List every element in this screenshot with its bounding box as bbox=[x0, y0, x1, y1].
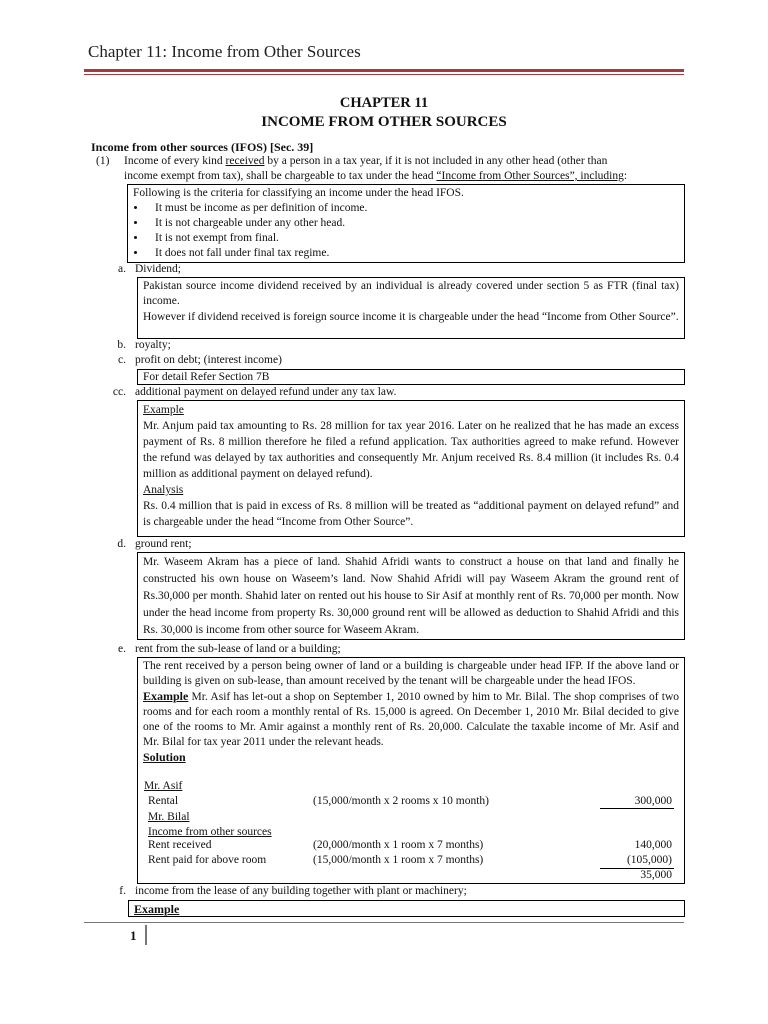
table-row-label: Rental bbox=[148, 795, 179, 807]
item-label: b. bbox=[117, 339, 126, 351]
chapter-number: CHAPTER 11 bbox=[339, 95, 429, 111]
example-label: Example bbox=[143, 689, 189, 703]
ground-rent-text: Mr. Waseem Akram has a piece of land. Shahid Afridi wants to construct a house on that land and finally he constructed his own house on Waseem’s land. Now Shahid Afridi will pay Waseem Akram the ground rent of Rs.30,000 per month. Shahid later on rented out his house to Sir Asif at monthly rent of Rs. 70,000 per month. Now under the head income from property Rs. 30,000 ground rent will be allowed as deduction to Shahid Afridi and this Rs. 30,000 is income from other source for Waseem Akram. bbox=[143, 556, 679, 636]
footer-rule bbox=[84, 922, 684, 923]
list-item: • It is not chargeable under any other head. bbox=[147, 216, 679, 231]
table-row-calc: (15,000/month x 1 room x 7 months) bbox=[313, 854, 484, 866]
chapter-title: INCOME FROM OTHER SOURCES bbox=[261, 114, 507, 130]
example-label: Example bbox=[134, 902, 180, 916]
refund-box bbox=[137, 400, 685, 537]
sublease-example bbox=[143, 689, 679, 750]
item-lease: income from the lease of any building together with plant or machinery; bbox=[135, 885, 467, 897]
bilal-label: Mr. Bilal bbox=[148, 811, 190, 823]
page-number: 1 bbox=[130, 928, 137, 943]
para-text: Income of every kind bbox=[124, 155, 226, 167]
lease-box bbox=[128, 900, 685, 917]
running-header: Chapter 11: Income from Other Sources bbox=[88, 42, 361, 61]
asif-label: Mr. Asif bbox=[144, 780, 183, 792]
criteria-intro: Following is the criteria for classifying an income under the head IFOS. bbox=[133, 187, 464, 199]
para-text: : bbox=[623, 170, 628, 182]
para-line-2 bbox=[124, 170, 627, 182]
head-name: “Income from Other Sources”, including bbox=[436, 170, 624, 182]
dividend-text: However if dividend received is foreign source income it is chargeable under the head “Income from Other Source”. bbox=[143, 311, 679, 323]
item-label: f. bbox=[119, 885, 126, 897]
table-row-amount: (105,000) bbox=[626, 854, 672, 866]
para-text: income exempt from tax), shall be chargeable to tax under the head bbox=[124, 170, 437, 182]
table-row-label: Rent paid for above room bbox=[148, 854, 267, 866]
table-row-calc: (15,000/month x 2 rooms x 10 month) bbox=[313, 795, 490, 807]
table-row-label: Rent received bbox=[148, 839, 212, 851]
analysis-label: Analysis bbox=[143, 484, 184, 496]
item-sublease: rent from the sub-lease of land or a building; bbox=[135, 643, 341, 655]
criteria-box bbox=[127, 184, 685, 263]
header-rule-thin bbox=[84, 74, 684, 75]
solution-label: Solution bbox=[143, 750, 186, 764]
para-line-1 bbox=[124, 155, 680, 167]
item-label: e. bbox=[118, 643, 126, 655]
table-row-calc: (20,000/month x 1 room x 7 months) bbox=[313, 839, 484, 851]
item-profit-on-debt: profit on debt; (interest income) bbox=[135, 354, 282, 366]
ground-rent-box bbox=[137, 552, 685, 640]
item-ground-rent: ground rent; bbox=[135, 538, 192, 550]
item-dividend: Dividend; bbox=[135, 263, 181, 275]
para-number: (1) bbox=[96, 155, 110, 167]
header-rule-thick bbox=[84, 69, 684, 72]
item-additional-payment: additional payment on delayed refund under any tax law. bbox=[135, 386, 397, 398]
item-label: cc. bbox=[112, 386, 126, 398]
example-text: Mr. Asif has let-out a shop on September 1, 2010 owned by him to Mr. Bilal. The shop comprises of two rooms and for each room a monthly rental of Rs. 15,000 is agreed. On December 1, 2010 Mr. Bilal decided to give one of the rooms to Mr. Amir against a monthly rent of Rs. 20,000. Calculate the taxable income of Mr. Asif and Mr. Bilal for tax year 2011 under the relevant heads. bbox=[143, 691, 679, 748]
example-label: Example bbox=[143, 404, 184, 416]
item-label: a. bbox=[118, 263, 126, 275]
criteria-list bbox=[133, 201, 679, 261]
table-row-amount: 300,000 bbox=[634, 795, 672, 807]
sublease-intro: The rent received by a person being owner of land or a building is chargeable under head IFP. If the above land or building is given on sub-lease, than amount received by the tenant will be chargeable under the head IFOS. bbox=[143, 660, 679, 687]
bilal-head: Income from other sources bbox=[148, 826, 272, 838]
table-row-amount: 140,000 bbox=[634, 839, 672, 851]
page-number-divider bbox=[145, 925, 147, 945]
total-rule bbox=[600, 808, 674, 809]
dividend-box bbox=[137, 277, 685, 339]
received-word: received bbox=[225, 155, 265, 167]
list-item: • It is not exempt from final. bbox=[147, 231, 679, 246]
dividend-text: Pakistan source income dividend received by an individual is already covered under section 5 as FTR (final tax) income. bbox=[143, 280, 679, 307]
para-text: by a person in a tax year, if it is not included in any other head (other than bbox=[264, 155, 608, 167]
bilal-total: 35,000 bbox=[640, 869, 672, 881]
section-heading: Income from other sources (IFOS) [Sec. 39] bbox=[91, 140, 314, 154]
list-item: • It does not fall under final tax regime. bbox=[147, 246, 679, 261]
item-label: d. bbox=[117, 538, 126, 550]
list-item: • It must be income as per definition of income. bbox=[147, 201, 679, 216]
item-royalty: royalty; bbox=[135, 339, 171, 351]
interest-box bbox=[137, 369, 685, 385]
analysis-text: Rs. 0.4 million that is paid in excess of Rs. 8 million will be treated as “additional payment on delayed refund” and is chargeable under the head “Income from Other Source”. bbox=[143, 500, 679, 528]
interest-note: For detail Refer Section 7B bbox=[143, 371, 270, 383]
item-label: c. bbox=[118, 354, 126, 366]
example-text: Mr. Anjum paid tax amounting to Rs. 28 million for tax year 2016. Later on he realized that he has made an excess payment of Rs. 8 million therefore he filed a refund application. Tax authorities agreed to make refund. However the refund was delayed by tax authorities and consequently Mr. Anjum received Rs. 8.4 million (it includes Rs. 0.4 million as additional payment on delayed refund). bbox=[143, 420, 679, 480]
